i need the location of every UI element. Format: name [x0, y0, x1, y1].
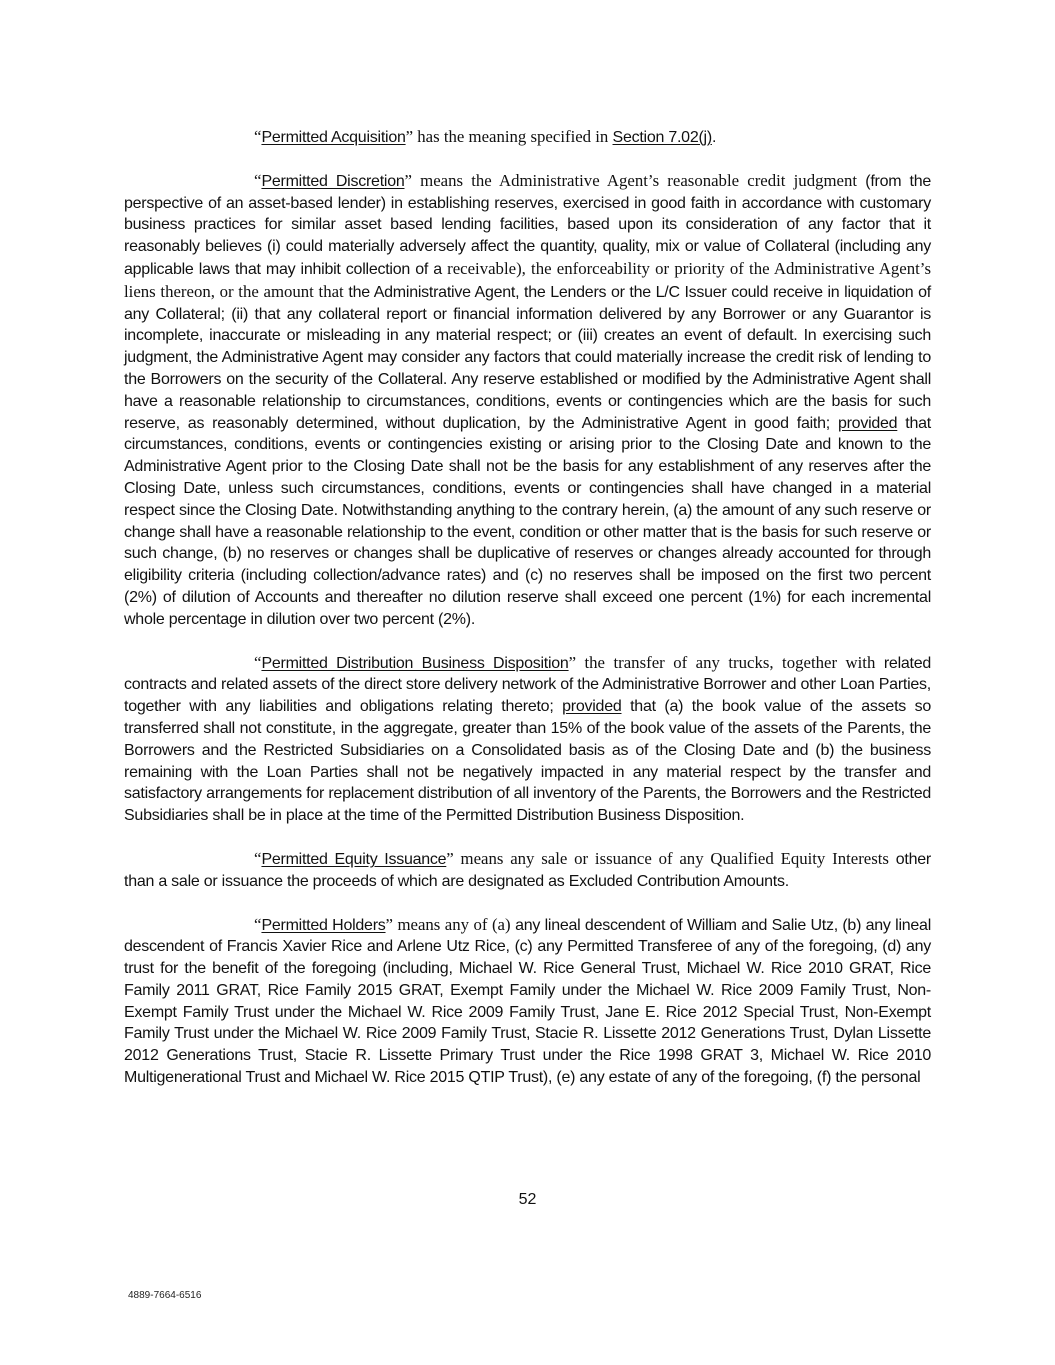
definition-body: receivable), the enforceability or priority of the Administrative Agent’s liens thereon, or the amount that — [124, 258, 931, 301]
quote-open: “ — [254, 170, 262, 190]
definition-permitted-equity-issuance — [124, 848, 931, 893]
definitions-body — [124, 126, 931, 1110]
quote-open: “ — [254, 914, 262, 934]
section-reference: Section 7.02(j) — [612, 129, 712, 146]
definition-permitted-acquisition — [124, 126, 931, 149]
definition-lead: has the meaning specified in — [413, 127, 613, 146]
definition-body: related contracts and related assets of the direct store delivery network of the Administrative Borrower and other Loan Parties, together with any liabilities and obligations relating thereto; — [124, 654, 932, 716]
defined-term: Permitted Equity Issuance — [261, 850, 447, 868]
document-id: 4889-7664-6516 — [128, 1290, 202, 1301]
definition-body: any lineal descendent of William and Salie Utz, (b) any lineal descendent of Francis Xavier Rice and Arlene Utz Rice, (c) any Permitted Transferee of any of the foregoing, (d) any trust for the benefit of the foregoing (including, Michael W. Rice General Trust, Michael W. Rice 2010 GRAT, Rice Family 2011 GRAT, Rice Family 2015 GRAT, Exempt Family under the Michael W. Rice 2009 Family Trust, Non-Exempt Family Trust under the Michael W. Rice 2009 Family Trust, Jane E. Rice 2012 Special Trust, Non-Exempt Family Trust under the Michael W. Rice 2009 Family Trust, Stacie R. Lissette 2012 Generations Trust, Dylan Lissette 2012 Generations Trust, Stacie R. Lissette Primary Trust under the Rice 1998 GRAT 3, Michael W. Rice 2010 Multigenerational Trust and Michael W. Rice 2015 QTIP Trust), (e) any estate of any of the foregoing, (f) the personal — [124, 916, 932, 1087]
definition-lead: ” means any sale or issuance of any Qualified Equity Interests — [446, 848, 889, 868]
defined-term: Permitted Acquisition — [261, 129, 406, 146]
definition-body: (from the perspective of an asset-based lender) in establishing reserves, exercised in good faith in accordance with customary business practices for similar asset based lending facilities, based upon its consideration of any factor that it reasonably believes (i) could materially adversely affect the quantity, quality, mix or value of Collateral (including any applicable laws that may inhibit collection of a — [124, 172, 932, 278]
defined-term: Permitted Discretion — [261, 172, 405, 190]
quote-open: “ — [254, 127, 262, 146]
defined-term: Permitted Holders — [261, 916, 386, 934]
defined-term: Permitted Distribution Business Disposition — [261, 654, 569, 672]
definition-lead: ” means the Administrative Agent’s reasonable credit judgment — [404, 170, 858, 190]
definition-permitted-holders — [124, 914, 931, 1089]
provided-term: provided — [562, 698, 622, 716]
quote-close: ” — [405, 127, 414, 146]
definition-lead: ” the transfer of any trucks, together with — [568, 652, 876, 672]
definition-body: that (a) the book value of the assets so transferred shall not constitute, in the aggregate, greater than 15% of the book value of the assets of the Parents, the Borrowers and the Restricted Subsidiaries on a Consolidated basis as of the Closing Date and (b) the business remaining with the Loan Parties shall not be negatively impacted in any material respect by the transfer and satisfactory arrangements for replacement distribution of all inventory of the Parents, the Borrowers and the Restricted Subsidiaries shall be in place at the time of the Permitted Distribution Business Disposition. — [124, 698, 932, 825]
definition-body: the Administrative Agent, the Lenders or the L/C Issuer could receive in liquidation of any Collateral; (ii) that any collateral report or financial information delivered by any Borrower or any Guarantor is incomplete, inaccurate or misleading in any material respect; or (iii) creates an event of default. In exercising such judgment, the Administrative Agent may consider any factors that could materially increase the credit risk of lending to the Borrowers on the security of the Collateral. Any reserve established or modified by the Administrative Agent shall have a reasonable relationship to circumstances, conditions, events or contingencies which are the basis for such reserve, as reasonably determined, without duplication, by the Administrative Agent in good faith; — [124, 283, 931, 432]
definition-end: . — [711, 129, 717, 146]
definition-body: that circumstances, conditions, events or contingencies existing or arising prior to the Closing Date and known to the Administrative Agent prior to the Closing Date shall not be the basis for any establishment of any reserves after the Closing Date, unless such circumstances, conditions, events or contingencies shall have changed in a material respect since the Closing Date. Notwithstanding anything to the contrary herein, (a) the amount of any such reserve or change shall have a reasonable relationship to the event, condition or other matter that is the basis for such reserve or such change, (b) no reserves or changes shall be duplicative of reserves or changes already accounted for through eligibility criteria (including collection/advance rates) and (c) no reserves shall be imposed on the first two percent (2%) of dilution of Accounts and thereafter no dilution reserve shall exceed one percent (1%) for each incremental whole percentage in dilution over two percent (2%). — [124, 414, 931, 628]
quote-open: “ — [254, 848, 262, 868]
provided-term: provided — [837, 414, 898, 432]
quote-open: “ — [254, 652, 262, 672]
definition-lead: ” means any of (a) — [385, 914, 511, 934]
definition-permitted-discretion — [124, 170, 931, 631]
definition-body: other than a sale or issuance the proceeds of which are designated as Excluded Contribution Amounts. — [124, 850, 931, 890]
page-number: 52 — [518, 1191, 537, 1208]
definition-permitted-distribution-business-disposition — [124, 652, 931, 827]
